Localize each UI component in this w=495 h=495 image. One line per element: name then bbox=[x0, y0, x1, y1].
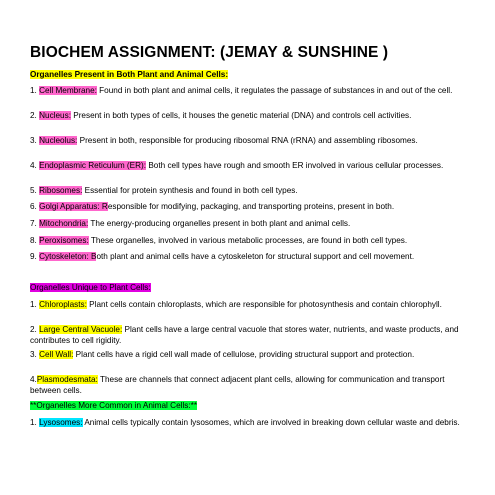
section-heading-animal-cells bbox=[30, 400, 470, 411]
item-term: Plasmodesmata: bbox=[36, 375, 98, 384]
list-item bbox=[30, 251, 470, 262]
item-text: Present in both types of cells, it houses the genetic material (DNA) and controls cell activities. bbox=[70, 111, 412, 120]
list-item bbox=[30, 374, 470, 396]
item-term: Cell Wall: bbox=[39, 350, 74, 359]
list-item bbox=[30, 349, 470, 360]
item-number: 1. bbox=[30, 300, 40, 309]
item-number: 9. bbox=[30, 252, 40, 261]
item-term: Peroxisomes: bbox=[39, 236, 89, 245]
item-text: Both cell types have rough and smooth ER involved in various cellular processes. bbox=[146, 161, 444, 170]
item-number: 6. bbox=[30, 202, 40, 211]
list-item bbox=[30, 135, 470, 146]
list-item bbox=[30, 299, 470, 310]
list-item bbox=[30, 417, 470, 428]
item-term: Mitochondria: bbox=[39, 219, 89, 228]
item-number: 2. bbox=[30, 325, 40, 334]
heading-text: **Organelles More Common in Animal Cells:** bbox=[30, 401, 197, 410]
item-term: Nucleus: bbox=[39, 111, 71, 120]
item-text: The energy-producing organelles present in both plant and animal cells. bbox=[88, 219, 351, 228]
item-term: Endoplasmic Reticulum (ER): bbox=[39, 161, 147, 170]
list-item bbox=[30, 85, 470, 96]
item-number: 3. bbox=[30, 350, 40, 359]
item-term: Ribosomes: bbox=[39, 186, 83, 195]
item-text: These are channels that connect adjacent plant cells, allowing for communication and transport between cells. bbox=[30, 375, 445, 395]
list-item bbox=[30, 218, 470, 229]
item-term: Nucleolus: bbox=[39, 136, 78, 145]
item-text: Plant cells have a rigid cell wall made of cellulose, providing structural support and protection. bbox=[73, 350, 415, 359]
list-item bbox=[30, 201, 470, 212]
item-number: 8. bbox=[30, 236, 40, 245]
section-heading-both-cells bbox=[30, 69, 470, 80]
item-text: These organelles, involved in various metabolic processes, are found in both cell types. bbox=[88, 236, 408, 245]
list-item bbox=[30, 160, 470, 171]
item-text: Present in both, responsible for producing ribosomal RNA (rRNA) and assembling ribosomes. bbox=[77, 136, 418, 145]
item-term: Lysosomes: bbox=[39, 418, 83, 427]
list-item bbox=[30, 324, 470, 346]
item-number: 4. bbox=[30, 161, 40, 170]
item-term: Cytoskeleton: B bbox=[39, 252, 97, 261]
item-number: 4. bbox=[30, 375, 37, 384]
list-item bbox=[30, 110, 470, 121]
item-term: Golgi Apparatus: R bbox=[39, 202, 108, 211]
item-text: oth plant and animal cells have a cytoskeleton for structural support and cell movement. bbox=[96, 252, 415, 261]
item-term: Cell Membrane: bbox=[39, 86, 97, 95]
item-text: Found in both plant and animal cells, it regulates the passage of substances in and out of the cell. bbox=[96, 86, 453, 95]
item-number: 7. bbox=[30, 219, 40, 228]
item-text: Animal cells typically contain lysosomes, which are involved in breaking down cellular waste and debris. bbox=[82, 418, 460, 427]
item-text: esponsible for modifying, packaging, and transporting proteins, present in both. bbox=[107, 202, 395, 211]
item-text: Plant cells contain chloroplasts, which are responsible for photosynthesis and contain chlorophyll. bbox=[86, 300, 442, 309]
item-term: Chloroplasts: bbox=[39, 300, 87, 309]
item-number: 1. bbox=[30, 86, 40, 95]
page-title: BIOCHEM ASSIGNMENT: (JEMAY & SUNSHINE ) bbox=[30, 44, 389, 61]
item-number: 3. bbox=[30, 136, 40, 145]
item-number: 2. bbox=[30, 111, 40, 120]
heading-text: Organelles Unique to Plant Cells: bbox=[30, 283, 151, 292]
item-number: 5. bbox=[30, 186, 40, 195]
item-term: Large Central Vacuole: bbox=[39, 325, 123, 334]
heading-text: Organelles Present in Both Plant and Animal Cells: bbox=[30, 70, 229, 79]
item-number: 1. bbox=[30, 418, 40, 427]
item-text: Plant cells have a large central vacuole that stores water, nutrients, and waste products, and contributes to cell rigidity. bbox=[30, 325, 459, 345]
item-text: Essential for protein synthesis and found in both cell types. bbox=[82, 186, 298, 195]
list-item bbox=[30, 235, 470, 246]
list-item bbox=[30, 185, 470, 196]
section-heading-plant-cells bbox=[30, 282, 470, 293]
